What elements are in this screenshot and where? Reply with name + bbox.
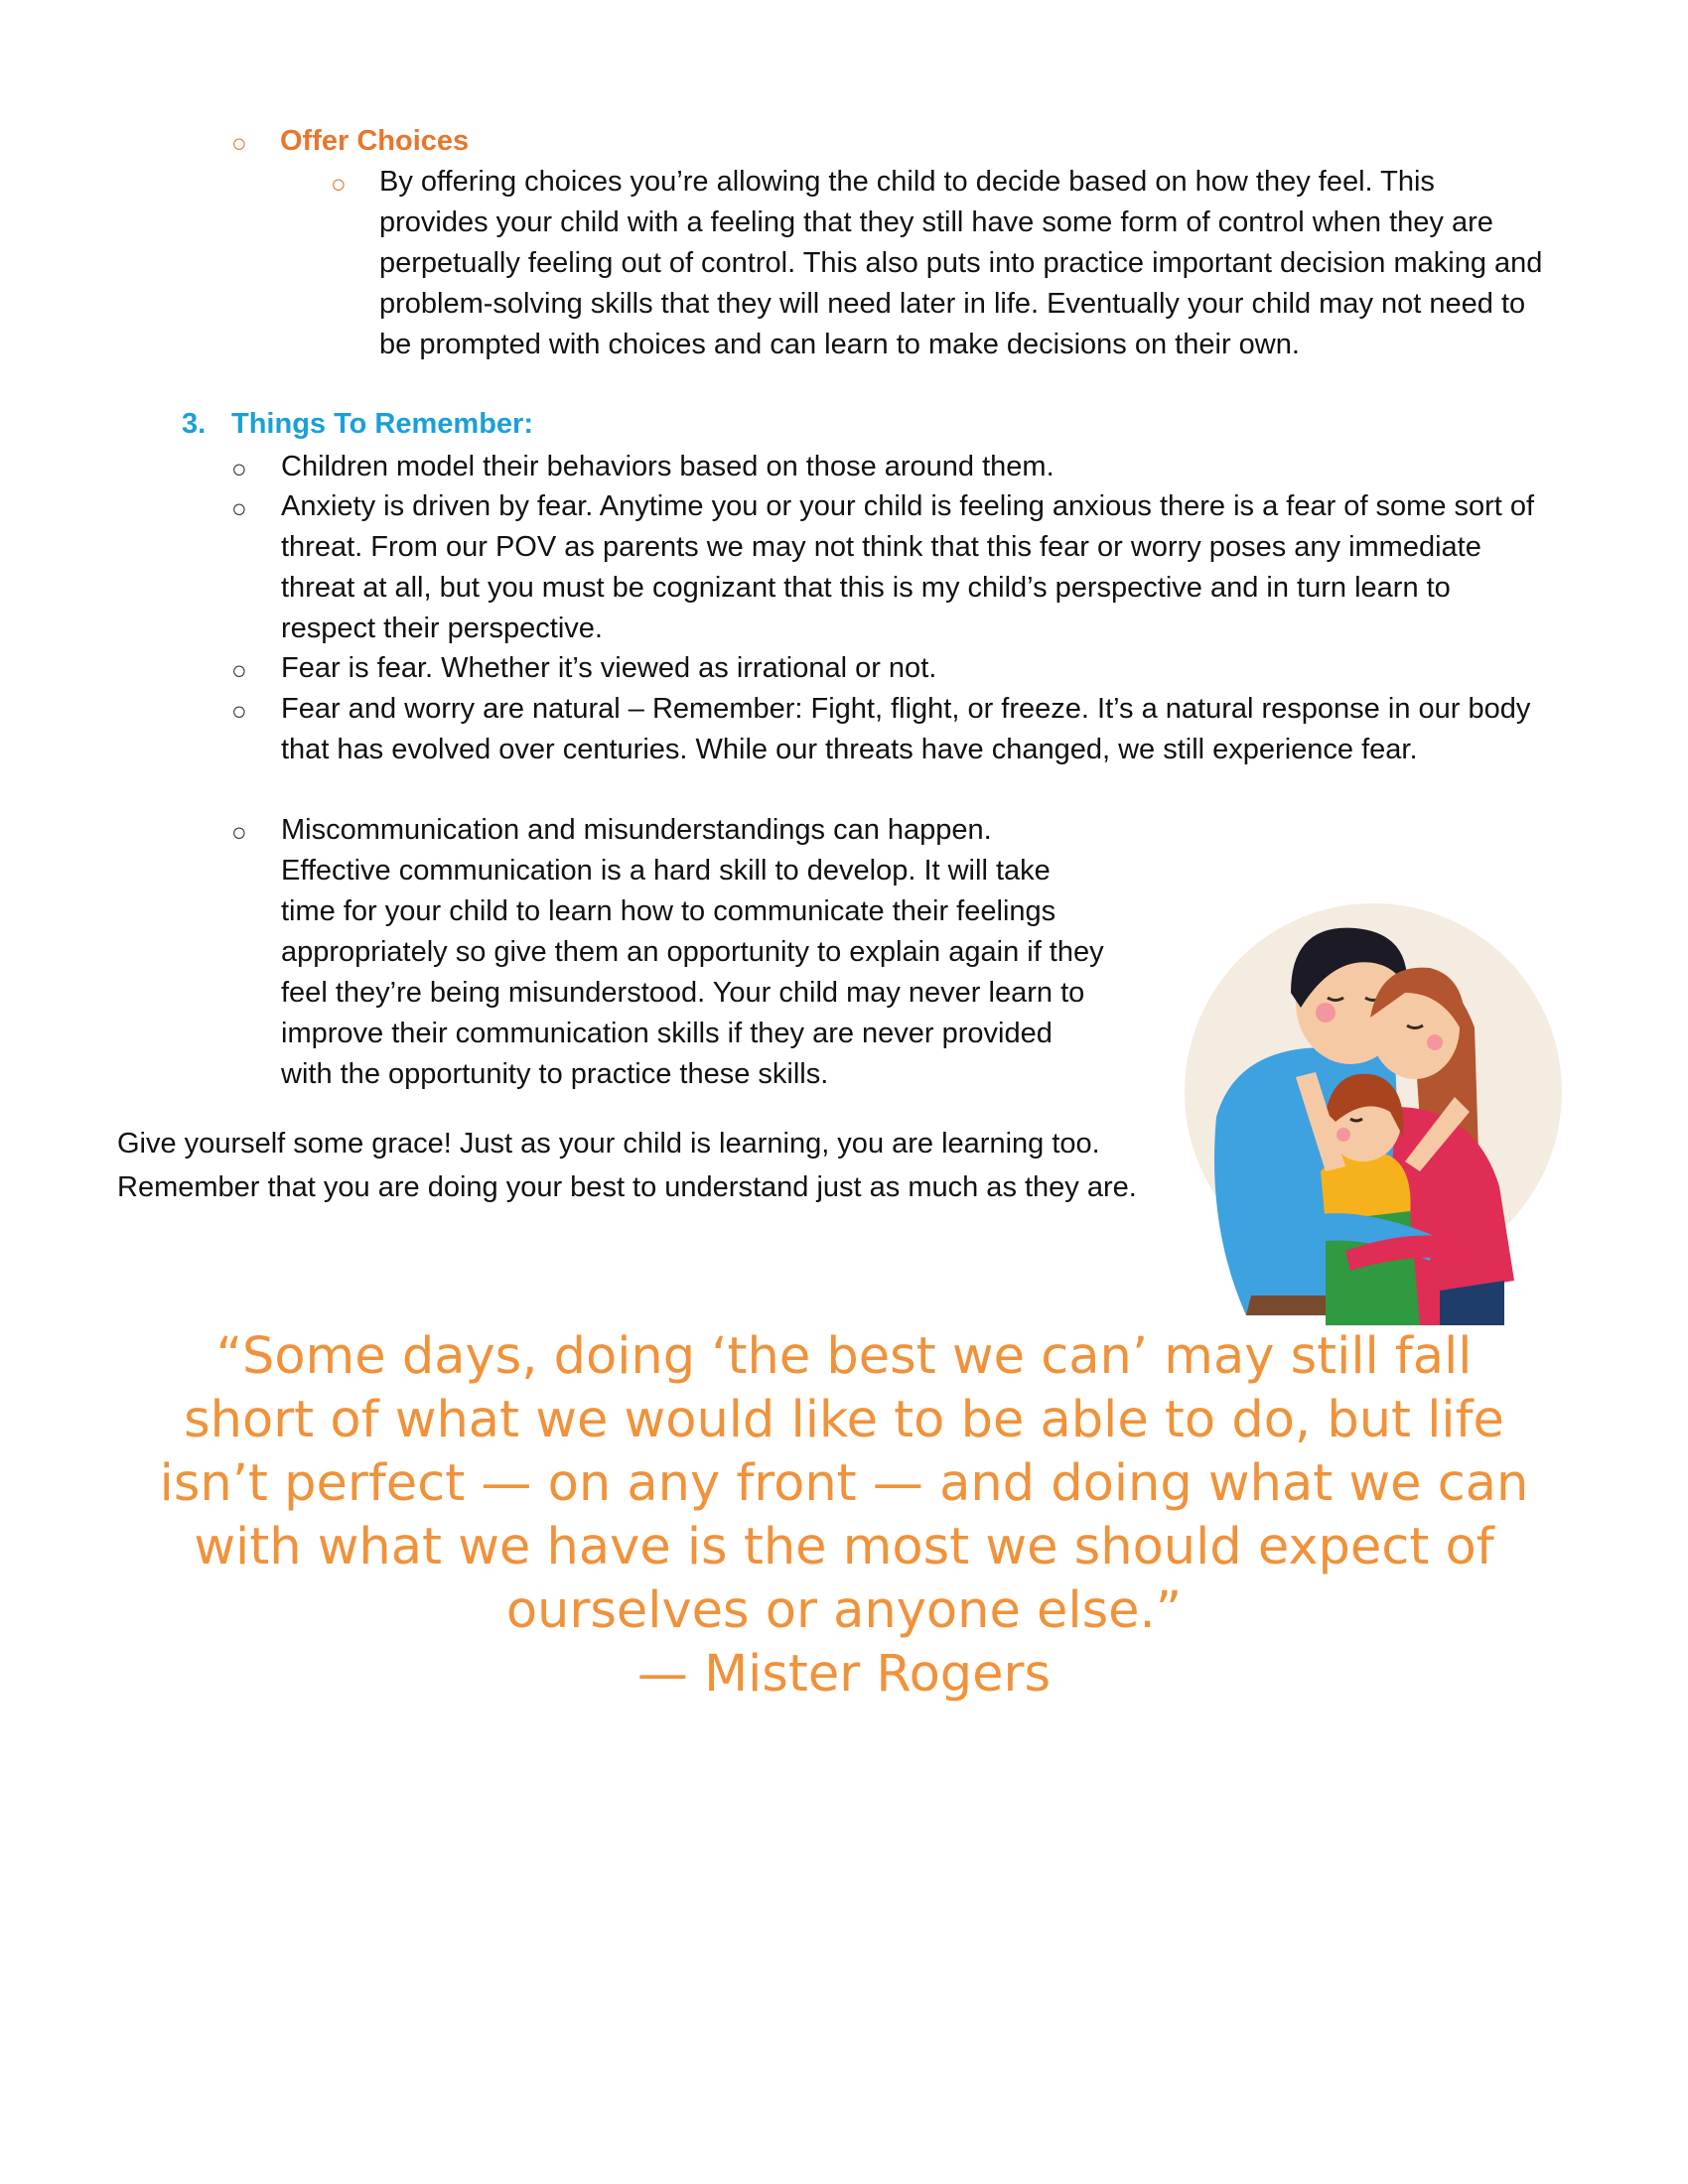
remember-bullet: ○: [231, 454, 247, 483]
remember-bullet: ○: [231, 655, 247, 685]
family-hug-illustration: [1177, 898, 1569, 1325]
quote-text: “Some days, doing ‘the best we can’ may still fall short of what we would like to be able to do, but life isn’t perfect — on any front — and doing what we can with what we have is the most we should expect of ourselves or anyone else.”: [159, 1327, 1529, 1640]
remember-item-4: Fear and worry are natural – Remember: Fight, flight, or freeze. It’s a natural response in our body that has evolved over centuries. While our threats have changed, we still experience fear.: [281, 693, 1531, 765]
remember-bullet: ○: [231, 817, 247, 847]
offer-bullet: ○: [231, 128, 247, 158]
offer-choices-body: By offering choices you’re allowing the child to decide based on how they feel. This provides your child with a feeling that they still have some form of control when they are perpetually feeling out of control. This also puts into practice important decision making and problem-solving skills that they will need later in life. Eventually your child may not need to be prompted with choices and can learn to make decisions on their own.: [379, 166, 1543, 360]
closing-paragraph: Give yourself some grace! Just as your child is learning, you are learning too. Remember that you are doing your best to understand just as much as they are.: [117, 1128, 1137, 1203]
remember-number: 3.: [182, 408, 207, 440]
remember-item-5: Miscommunication and misunderstandings can happen. Effective communication is a hard skill to develop. It will take time for your child to learn how to communicate their feelings appropriately so give them an opportunity to explain again if they feel they’re being misunderstood. Your child may never learn to improve their communication skills if they are never provided with the opportunity to practice these skills.: [281, 814, 1104, 1090]
remember-bullet: ○: [231, 696, 247, 726]
offer-choices-heading: Offer Choices: [280, 125, 470, 157]
remember-bullet: ○: [231, 493, 247, 523]
offer-sub-bullet: ○: [331, 169, 347, 199]
remember-item-1: Children model their behaviors based on those around them.: [281, 451, 1055, 482]
remember-item-3: Fear is fear. Whether it’s viewed as irrational or not.: [281, 652, 937, 684]
quote-attribution: — Mister Rogers: [636, 1645, 1052, 1704]
remember-item-2: Anxiety is driven by fear. Anytime you or your child is feeling anxious there is a fear of some sort of threat. From our POV as parents we may not think that this fear or worry poses any immediate threat at all, but you must be cognizant that this is my child’s perspective and in turn learn to respect their perspective.: [281, 490, 1535, 644]
remember-heading: Things To Remember:: [231, 408, 533, 440]
